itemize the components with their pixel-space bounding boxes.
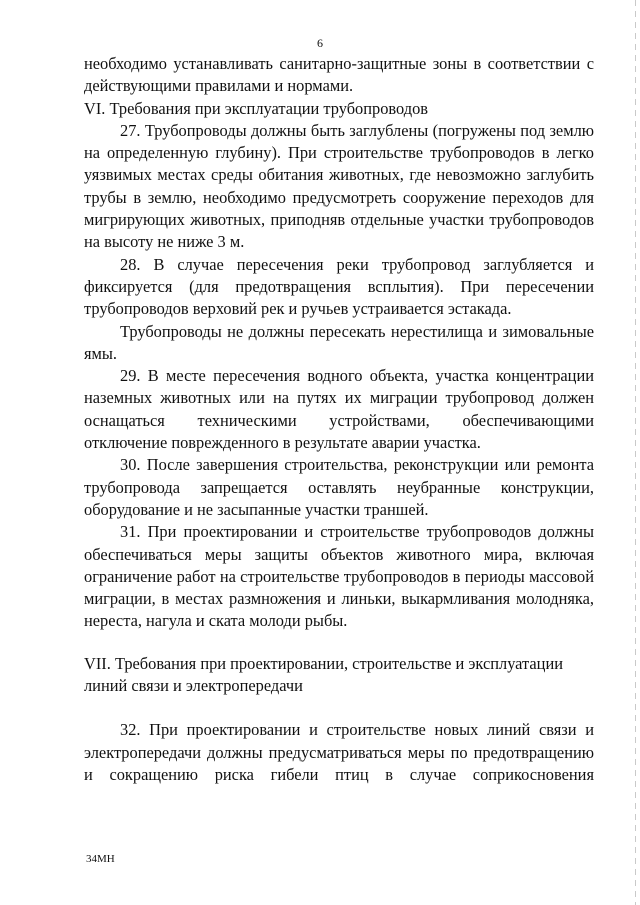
- document-body: [84, 53, 594, 786]
- page-number: 6: [317, 36, 323, 50]
- paragraph-27: 27. Трубопроводы должны быть заглублены (погружены под землю на определенную глубину). При строительстве трубопроводов в легко уязвимых местах среды обитания животных, где невозможно заглубить трубы в землю, необходимо предусмотреть сооружение переходов для мигрирующих животных, приподняв отдельные участки трубопроводов на высоту не ниже 3 м.: [84, 120, 594, 252]
- paragraph-continuation: необходимо устанавливать санитарно-защитные зоны в соответствии с действующими правилами и нормами.: [84, 54, 594, 96]
- paragraph-30: 30. После завершения строительства, реконструкции или ремонта трубопровода запрещается оставлять неубранные конструкции, оборудование и не засыпанные участки траншей.: [84, 455, 594, 519]
- scan-edge-line: [635, 0, 636, 905]
- section-heading-vi: VI. Требования при эксплуатации трубопроводов: [84, 98, 429, 118]
- footer-document-code: 34МН: [86, 853, 115, 865]
- paragraph-31: 31. При проектировании и строительстве трубопроводов должны обеспечиваться меры защиты объектов животного мира, включая ограничение работ на строительстве трубопроводов в периоды массовой миграции, в местах размножения и линьки, выкармливания молодняка, нереста, нагула и ската молоди рыбы.: [84, 522, 594, 631]
- paragraph-28-note: Трубопроводы не должны пересекать нерестилища и зимовальные ямы.: [84, 321, 594, 363]
- section-heading-vii: [84, 653, 594, 698]
- paragraph-28: 28. В случае пересечения реки трубопровод заглубляется и фиксируется (для предотвращения всплытия). При пересечении трубопроводов верховий рек и ручьев устраивается эстакада.: [84, 254, 594, 319]
- section-heading-vii-line2: линий связи и электропередачи: [84, 676, 303, 696]
- paragraph-32: 32. При проектировании и строительстве новых линий связи и электропередачи должны предусматриваться меры по предотвращению и сокращению риска гибели птиц в случае соприкосновения: [84, 720, 594, 784]
- section-heading-vii-line1: VII. Требования при проектировании, строительстве и эксплуатации: [84, 653, 563, 673]
- paragraph-29: 29. В месте пересечения водного объекта, участка концентрации наземных животных или на путях их миграции трубопровод должен оснащаться техническими устройствами, обеспечивающими отключение поврежденного в результате аварии участка.: [84, 366, 594, 453]
